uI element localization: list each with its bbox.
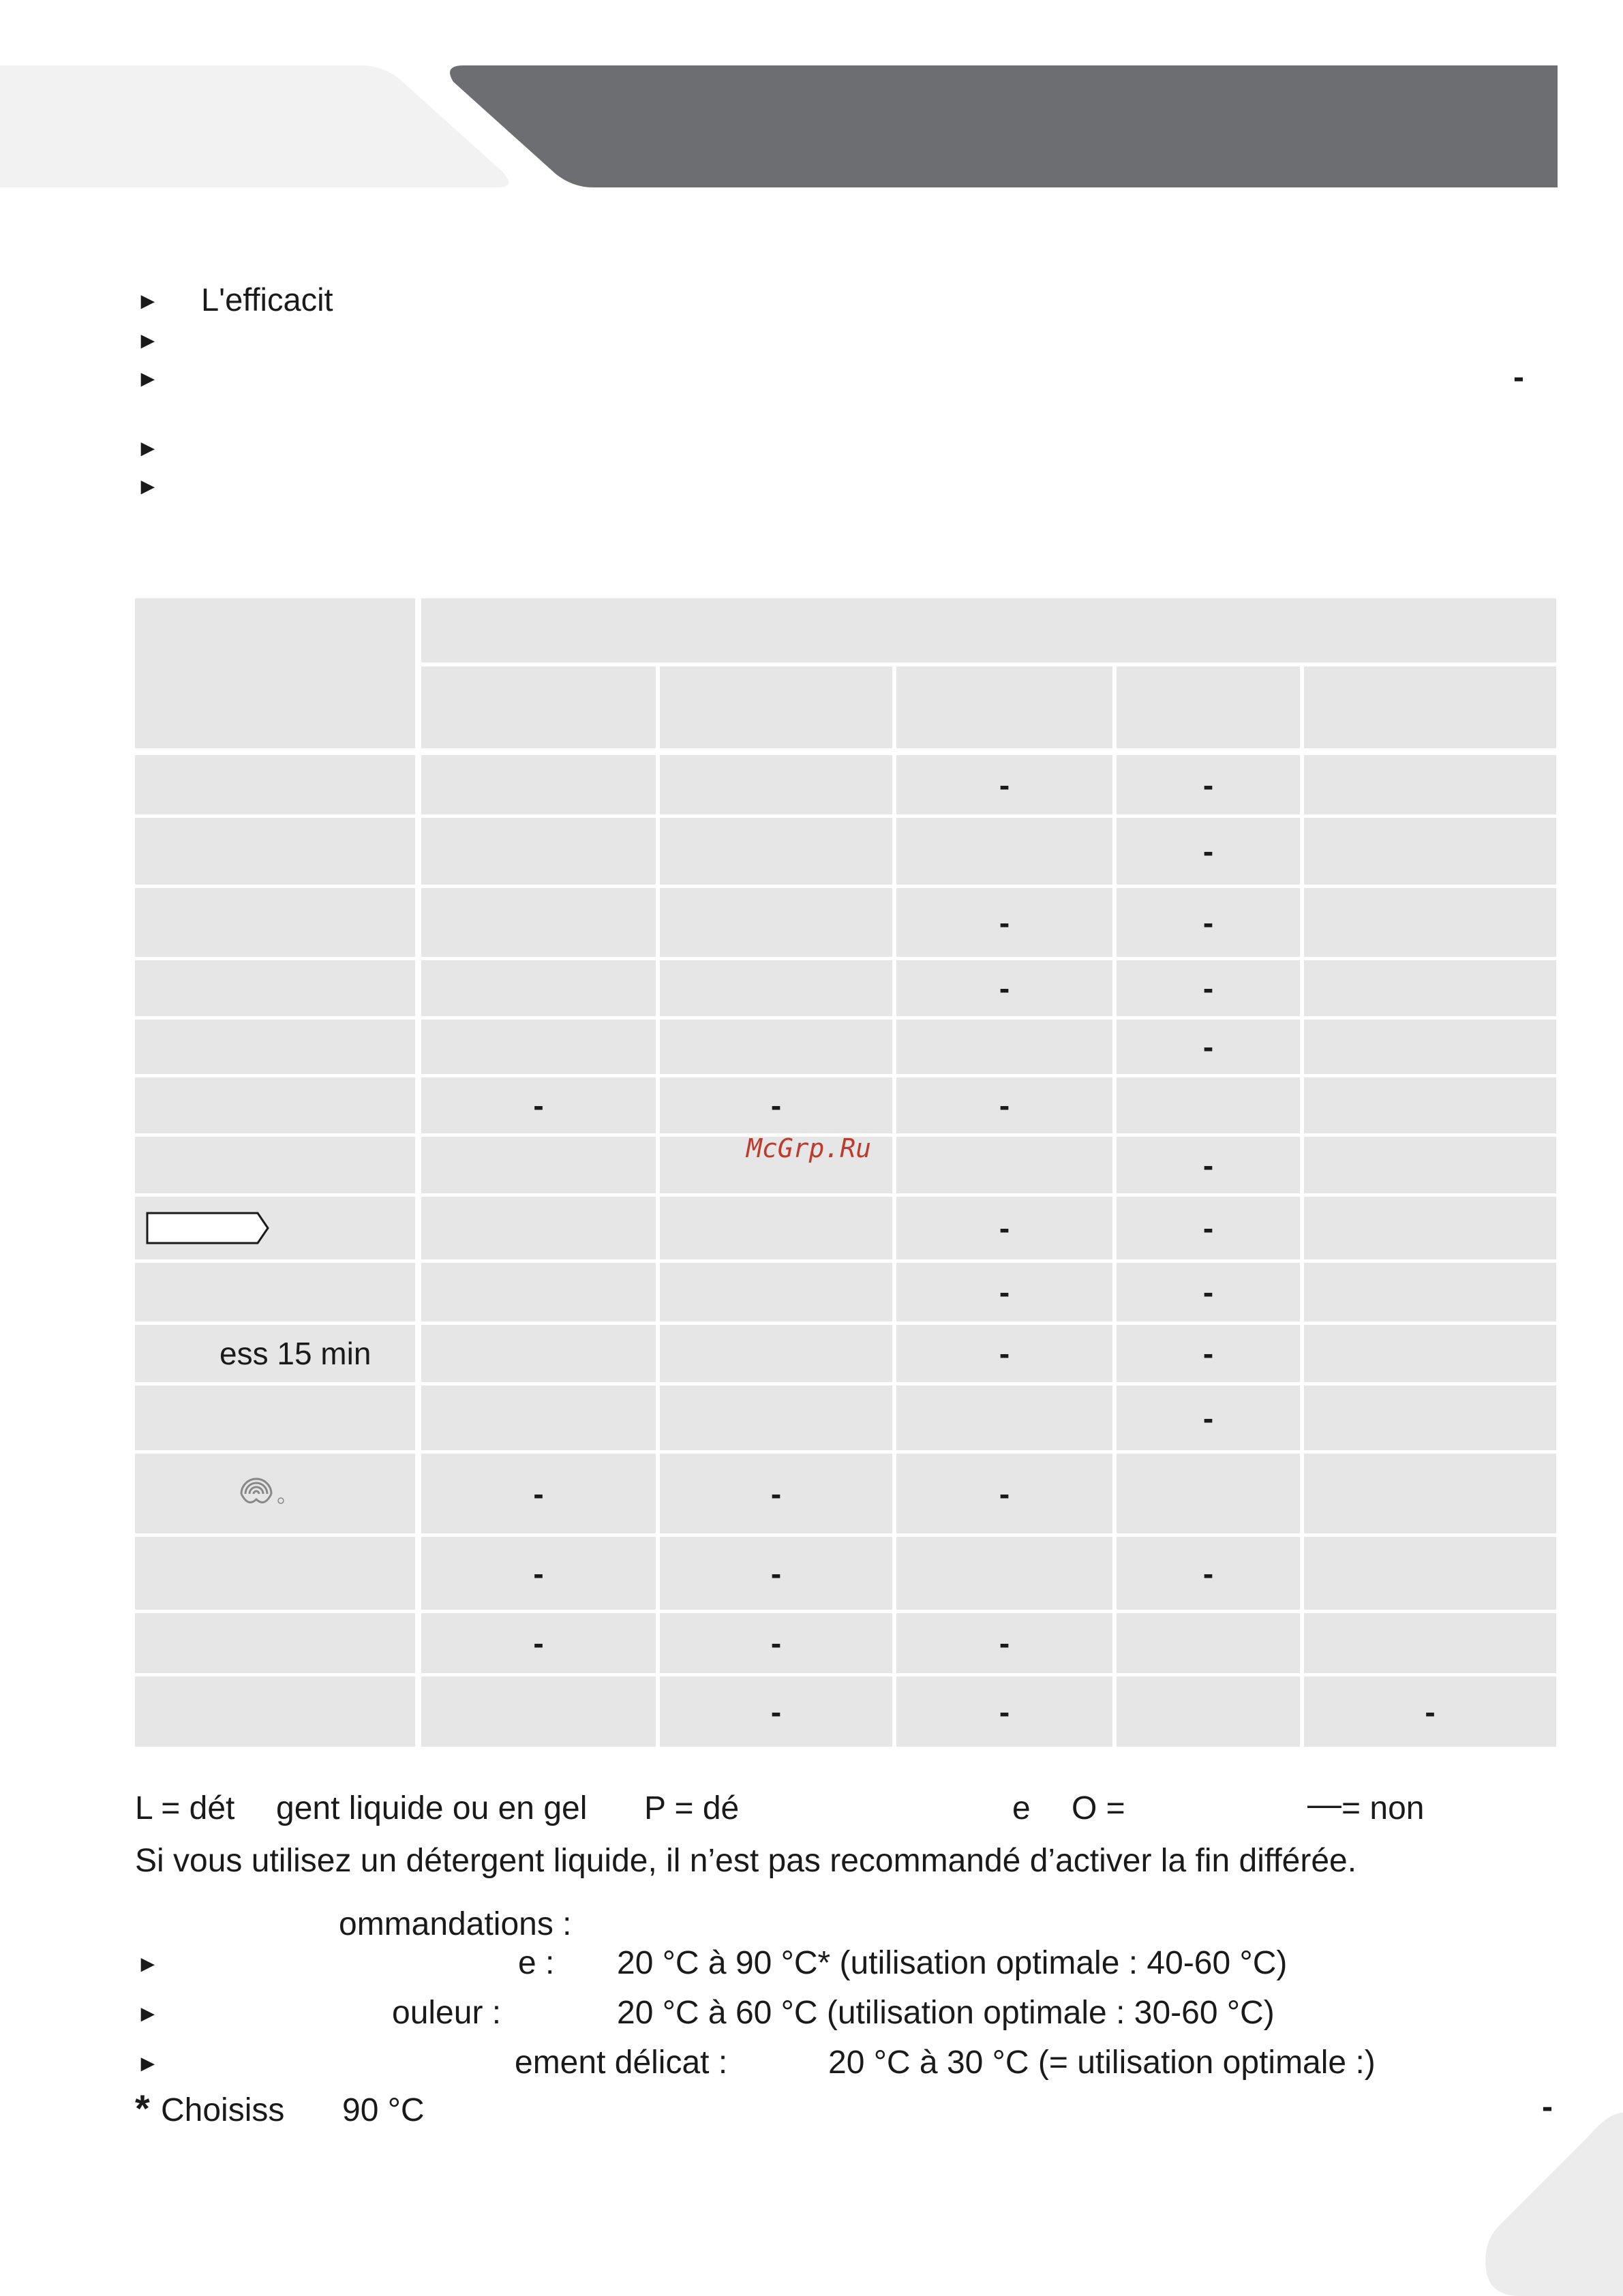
table-cell xyxy=(1304,1263,1556,1321)
table-row-label-cell xyxy=(135,755,415,814)
table-cell xyxy=(421,1137,656,1193)
table-cell xyxy=(660,960,892,1016)
table-cell xyxy=(421,818,656,885)
table-cell xyxy=(660,818,892,885)
liquid-detergent-note: Si vous utilisez un détergent liquide, il n’est pas recommandé d’activer la fin différée. xyxy=(135,1843,1357,1879)
table-cell xyxy=(660,1197,892,1259)
table-mark: - xyxy=(999,767,1010,803)
bullet-marker: ► xyxy=(136,2001,160,2027)
table-row-label-cell xyxy=(135,1263,415,1321)
table-mark: - xyxy=(1202,1555,1214,1591)
rec-label-1: e : xyxy=(518,1945,555,1981)
wool-mark-icon xyxy=(239,1472,293,1513)
bullet-marker: ► xyxy=(136,288,160,314)
table-row-label-cell xyxy=(135,1677,415,1747)
table-mark: - xyxy=(770,1088,782,1123)
table-cell xyxy=(896,818,1112,885)
table-mark: - xyxy=(999,1625,1010,1661)
footnote-dash: - xyxy=(1542,2089,1553,2125)
table-row-label-cell xyxy=(135,1137,415,1193)
bullet-marker: ► xyxy=(136,1951,160,1977)
legend-l: L = dét xyxy=(135,1790,235,1826)
watermark: McGrp.Ru xyxy=(746,1133,872,1163)
table-cell xyxy=(660,1325,892,1382)
table-cell xyxy=(1304,818,1556,885)
table-header-span-cell xyxy=(421,598,1556,662)
table-cell xyxy=(421,960,656,1016)
table-cell xyxy=(660,1263,892,1321)
bullet-marker: ► xyxy=(136,366,160,392)
table-mark: - xyxy=(1202,1210,1214,1246)
table-cell xyxy=(421,755,656,814)
rec-text-2: 20 °C à 60 °C (utilisation optimale : 30-60 °C) xyxy=(617,1995,1275,2031)
table-mark: - xyxy=(770,1694,782,1730)
table-mark: - xyxy=(1202,1029,1214,1065)
table-header-sub-cell xyxy=(1304,667,1556,748)
table-mark: - xyxy=(1202,904,1214,940)
table-mark: - xyxy=(999,1336,1010,1371)
table-row-label-cell xyxy=(135,888,415,957)
table-mark: - xyxy=(1202,833,1214,869)
legend-p: P = dé xyxy=(644,1790,740,1826)
table-cell xyxy=(1304,1197,1556,1259)
bullet-marker: ► xyxy=(136,2051,160,2077)
legend-dash-symbol: — xyxy=(1307,1785,1341,1823)
table-cell xyxy=(421,1677,656,1747)
table-mark: - xyxy=(999,904,1010,940)
table-mark: - xyxy=(1202,1400,1214,1436)
table-cell xyxy=(1304,1454,1556,1533)
table-row-label-cell xyxy=(135,1613,415,1673)
table-cell xyxy=(421,1263,656,1321)
table-mark: - xyxy=(999,970,1010,1006)
footnote-text-a: Choisiss xyxy=(161,2092,285,2128)
table-cell xyxy=(660,888,892,957)
table-mark: - xyxy=(1202,767,1214,803)
table-mark: - xyxy=(770,1555,782,1591)
table-cell xyxy=(421,1386,656,1450)
legend-o: O = xyxy=(1072,1790,1125,1826)
detergent-table xyxy=(135,598,1556,1750)
table-mark: - xyxy=(999,1694,1010,1730)
table-cell xyxy=(896,1537,1112,1610)
table-row-label-cell xyxy=(135,1020,415,1074)
legend-e: e xyxy=(1012,1790,1031,1826)
table-cell xyxy=(896,1386,1112,1450)
table-header-sub-cell xyxy=(421,667,656,748)
table-cell xyxy=(1304,755,1556,814)
table-mark: - xyxy=(1202,1274,1214,1310)
table-header-sub-cell xyxy=(1117,667,1300,748)
table-mark: - xyxy=(533,1625,544,1661)
table-cell xyxy=(896,1137,1112,1193)
table-cell xyxy=(1117,1677,1300,1747)
table-row-label-cell xyxy=(135,818,415,885)
table-cell xyxy=(1117,1613,1300,1673)
rec-label-2: ouleur : xyxy=(392,1995,502,2031)
table-cell xyxy=(1304,1020,1556,1074)
table-row-label-cell xyxy=(135,1077,415,1133)
bullet-marker: ► xyxy=(136,328,160,354)
table-cell xyxy=(1117,1077,1300,1133)
recommendations-heading: ommandations : xyxy=(339,1906,572,1942)
table-mark: - xyxy=(1202,1336,1214,1371)
table-mark: - xyxy=(999,1210,1010,1246)
table-mark: - xyxy=(1202,970,1214,1006)
table-header-label-cell xyxy=(135,598,415,748)
table-mark: - xyxy=(1202,1147,1214,1183)
table-mark: - xyxy=(770,1475,782,1512)
table-cell xyxy=(1304,888,1556,957)
rec-label-3: ement délicat : xyxy=(515,2045,728,2081)
table-cell xyxy=(896,1020,1112,1074)
table-cell xyxy=(660,1020,892,1074)
table-cell xyxy=(421,888,656,957)
table-cell xyxy=(421,1325,656,1382)
table-row-label-cell xyxy=(135,1386,415,1450)
table-cell xyxy=(1117,1454,1300,1533)
rec-text-3: 20 °C à 30 °C (= utilisation optimale :) xyxy=(828,2045,1376,2081)
table-mark: - xyxy=(999,1274,1010,1310)
table-mark: - xyxy=(999,1088,1010,1123)
table-row-label-cell xyxy=(135,1537,415,1610)
table-mark: - xyxy=(999,1475,1010,1512)
table-mark: - xyxy=(533,1088,544,1123)
table-cell xyxy=(660,1386,892,1450)
bullet-marker: ► xyxy=(136,435,160,461)
legend-non: = non xyxy=(1341,1790,1425,1826)
table-header-sub-cell xyxy=(896,667,1112,748)
table-cell xyxy=(1304,1325,1556,1382)
table-cell xyxy=(1304,1537,1556,1610)
table-mark: - xyxy=(533,1555,544,1591)
bullet-dash: - xyxy=(1513,359,1524,395)
arrow-tag-icon xyxy=(145,1211,271,1245)
bullet-marker: ► xyxy=(136,474,160,500)
rec-text-1: 20 °C à 90 °C* (utilisation optimale : 40-60 °C) xyxy=(617,1945,1288,1981)
table-cell xyxy=(421,1020,656,1074)
table-mark: - xyxy=(770,1625,782,1661)
table-cell xyxy=(1304,1077,1556,1133)
table-mark: - xyxy=(533,1475,544,1512)
table-cell xyxy=(1304,960,1556,1016)
footnote-star: * xyxy=(135,2087,150,2130)
footnote-text-b: 90 °C xyxy=(342,2092,425,2128)
intro-bullet-text: L'efficacit xyxy=(201,281,333,318)
table-cell xyxy=(421,1197,656,1259)
legend-l-desc: gent liquide ou en gel xyxy=(276,1790,588,1826)
table-row-label: ess 15 min xyxy=(219,1336,371,1371)
table-mark: - xyxy=(1425,1694,1436,1730)
table-cell xyxy=(1304,1386,1556,1450)
table-cell xyxy=(660,755,892,814)
table-header-sub-cell xyxy=(660,667,892,748)
table-cell xyxy=(1304,1137,1556,1193)
table-cell xyxy=(1304,1613,1556,1673)
table-row-label-cell xyxy=(135,960,415,1016)
